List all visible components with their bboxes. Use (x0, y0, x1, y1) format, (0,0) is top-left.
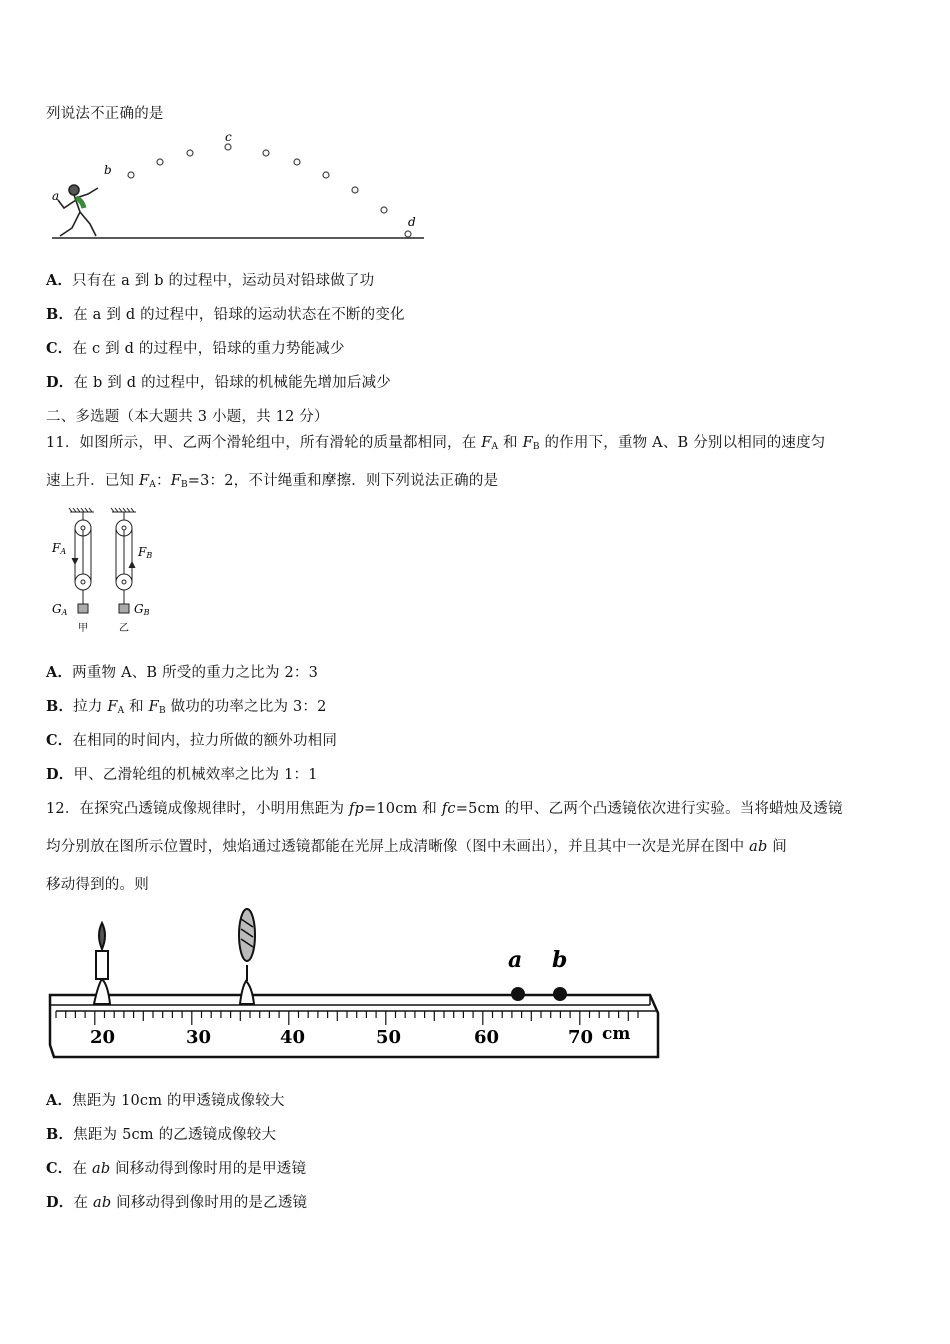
tick-label: 20 (90, 1027, 116, 1048)
q12-option-c: C．在 ab 间移动得到像时用的是甲透镜 (46, 1160, 307, 1177)
q12-stem-line3: 移动得到的。则 (46, 877, 149, 893)
section-title: 二、多选题（本大题共 3 小题，共 12 分） (46, 409, 329, 425)
q11-option-c: C．在相同的时间内，拉力所做的额外功相同 (46, 732, 338, 749)
q10-option-a: A．只有在 a 到 b 的过程中，运动员对铅球做了功 (46, 272, 375, 289)
fig-caption-left: 甲 (78, 623, 88, 634)
fig-fa-label: FA (52, 541, 67, 556)
ball-icon (294, 159, 300, 165)
label-b: b (104, 163, 112, 177)
tick-label: 50 (376, 1027, 402, 1048)
athlete-icon (58, 185, 98, 236)
ball-icon (157, 159, 163, 165)
ball-icon (352, 187, 358, 193)
candle-icon (94, 923, 110, 1004)
q12-option-b: B．焦距为 5cm 的乙透镜成像较大 (46, 1126, 277, 1143)
label-a: a (508, 947, 523, 973)
q11-stem-line1: 11．如图所示，甲、乙两个滑轮组中，所有滑轮的质量都相同，在 $F_A$ 和 $F_B$ 的作用下，重物 A、B 分别以相同的速度匀 (46, 435, 826, 452)
q10-option-b: B．在 a 到 d 的过程中，铅球的运动状态在不断的变化 (46, 306, 405, 323)
q12-option-a: A．焦距为 10cm 的甲透镜成像较大 (46, 1092, 285, 1109)
lens-icon (239, 909, 255, 1004)
tick-label: 40 (280, 1027, 306, 1048)
ball-icon (323, 172, 329, 178)
weight-b-block (119, 604, 129, 613)
ball-icon (128, 172, 134, 178)
pulley-figure (46, 504, 176, 636)
q12-option-d: D．在 ab 间移动得到像时用的是乙透镜 (46, 1194, 308, 1211)
fig-caption-right: 乙 (119, 623, 129, 634)
ball-icon (187, 150, 193, 156)
label-d: d (408, 215, 416, 229)
pulley-icon (116, 574, 132, 590)
point-a (511, 987, 525, 1001)
tick-label: 70 (568, 1027, 594, 1048)
q10-option-c: C．在 c 到 d 的过程中，铅球的重力势能减少 (46, 340, 345, 357)
q11-option-b: B．拉力 $F_A$ 和 $F_B$ 做功的功率之比为 3：2 (46, 698, 327, 716)
label-b: b (552, 947, 568, 973)
q12-stem-line2: 均分别放在图所示位置时，烛焰通过透镜都能在光屏上成清晰像（图中未画出），并且其中一次是光屏在图中 ab 间 (46, 839, 787, 855)
q12-stem-line1: 12．在探究凸透镜成像规律时，小明用焦距为 fp=10cm 和 fc=5cm 的甲、乙两个凸透镜依次进行实验。当将蜡烛及透镜 (46, 801, 843, 817)
point-b (553, 987, 567, 1001)
fig-gb-label: GB (134, 602, 150, 617)
pulley-icon (75, 574, 91, 590)
fig-ga-label: GA (52, 602, 68, 617)
ball-icon (405, 231, 411, 237)
label-c: c (225, 130, 232, 144)
q10-option-d: D．在 b 到 d 的过程中，铅球的机械能先增加后减少 (46, 374, 391, 391)
unit-label: cm (602, 1024, 631, 1044)
optical-bench-figure (46, 905, 668, 1067)
ball-icon (225, 144, 231, 150)
q11-option-d: D．甲、乙滑轮组的机械效率之比为 1：1 (46, 766, 318, 783)
label-a: a (52, 189, 60, 203)
q10-stem-tail: 列说法不正确的是 (46, 106, 164, 122)
q11-stem-line2: 速上升．已知 $F_A$：$F_B=3$：2，不计绳重和摩擦．则下列说法正确的是 (46, 473, 499, 490)
ball-icon (263, 150, 269, 156)
tick-label: 60 (474, 1027, 500, 1048)
q11-option-a: A．两重物 A、B 所受的重力之比为 2：3 (46, 664, 319, 681)
shot-put-figure (46, 128, 436, 246)
weight-a-block (78, 604, 88, 613)
tick-label: 30 (186, 1027, 212, 1048)
fig-fb-label: FB (138, 545, 153, 560)
ball-icon (381, 207, 387, 213)
